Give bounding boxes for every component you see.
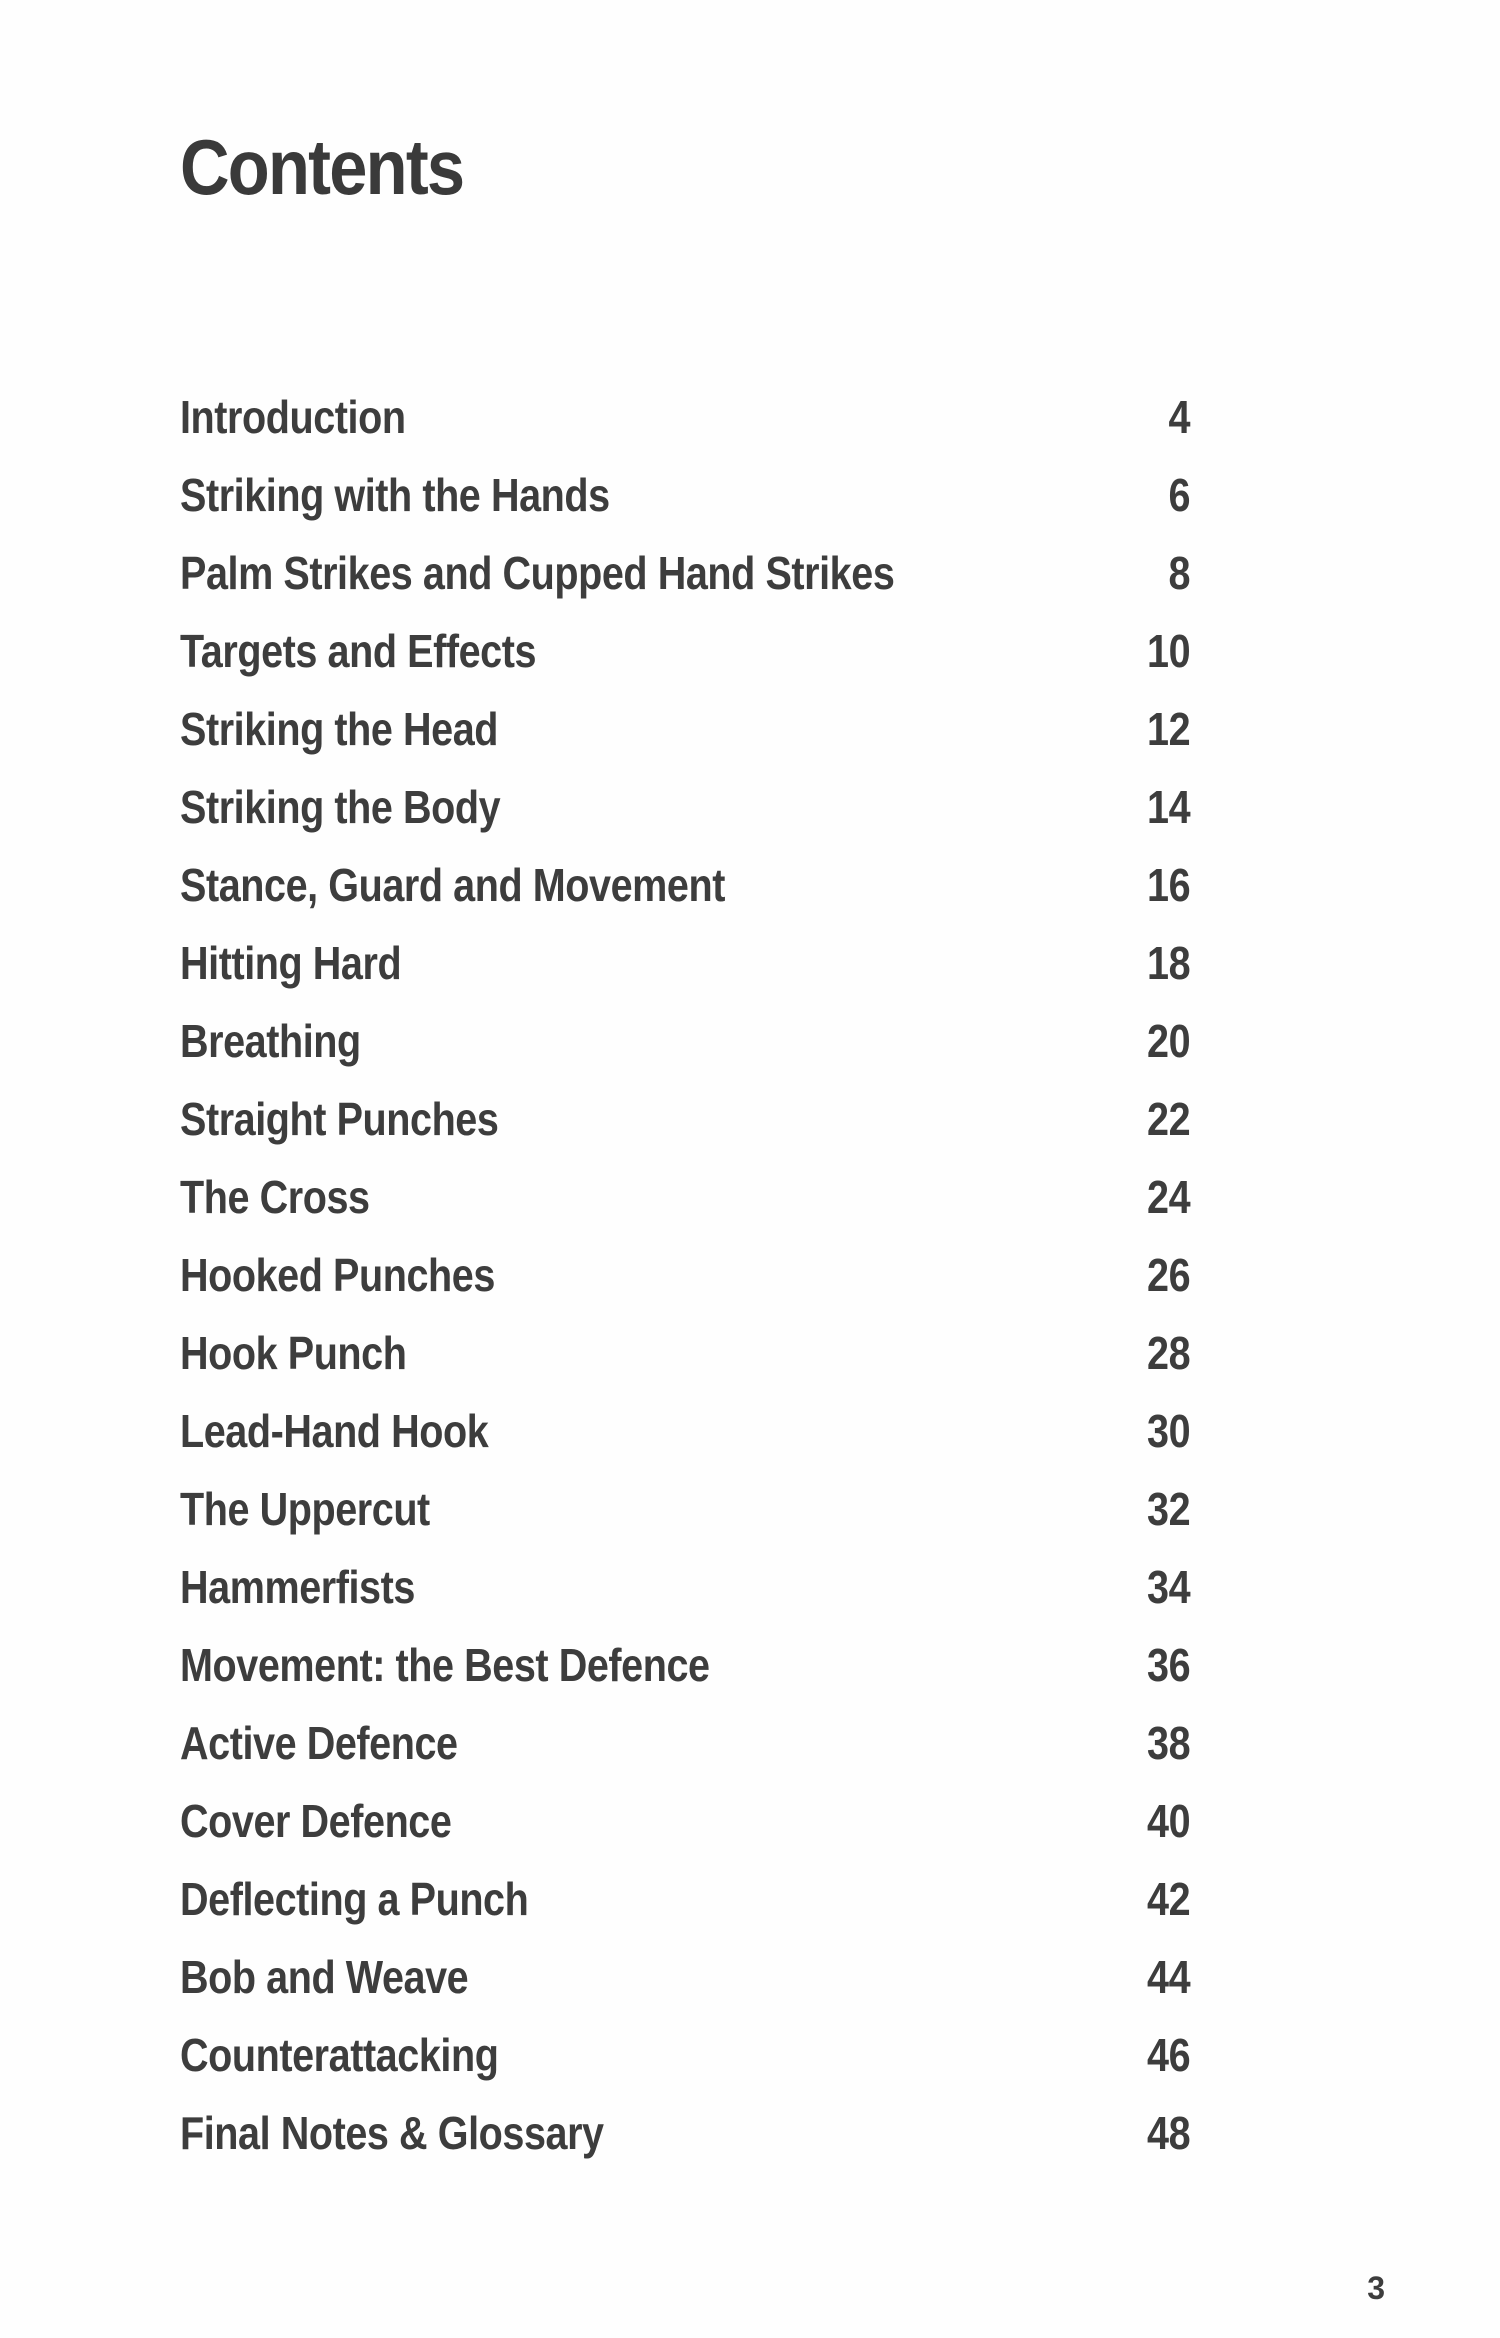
toc-entry-title: Hammerfists <box>180 1561 415 1613</box>
toc-entry <box>180 612 1190 690</box>
toc-entry-page: 28 <box>1146 1327 1190 1379</box>
toc-entry-page: 36 <box>1146 1639 1190 1691</box>
toc-entry <box>180 768 1190 846</box>
toc-entry-page: 48 <box>1146 2107 1190 2159</box>
toc-entry-page: 42 <box>1146 1873 1190 1925</box>
table-of-contents <box>180 378 1190 2172</box>
toc-entry-page: 30 <box>1146 1405 1190 1457</box>
toc-entry <box>180 1548 1190 1626</box>
toc-entry-title: Striking with the Hands <box>180 469 610 521</box>
toc-entry-page: 32 <box>1146 1483 1190 1535</box>
toc-entry <box>180 1002 1190 1080</box>
toc-entry <box>180 1938 1190 2016</box>
toc-entry <box>180 1704 1190 1782</box>
toc-entry <box>180 456 1190 534</box>
toc-entry <box>180 2094 1190 2172</box>
toc-entry-title: The Uppercut <box>180 1483 430 1535</box>
toc-entry <box>180 1782 1190 1860</box>
toc-entry-page: 8 <box>1168 547 1190 599</box>
toc-entry <box>180 690 1190 768</box>
page-title: Contents <box>180 123 464 211</box>
toc-entry-title: Breathing <box>180 1015 361 1067</box>
toc-entry-page: 6 <box>1168 469 1190 521</box>
toc-entry-title: Stance, Guard and Movement <box>180 859 725 911</box>
page-number: 3 <box>1367 2270 1385 2306</box>
toc-entry <box>180 846 1190 924</box>
toc-entry-title: Palm Strikes and Cupped Hand Strikes <box>180 547 895 599</box>
toc-entry-title: The Cross <box>180 1171 370 1223</box>
toc-entry-title: Hook Punch <box>180 1327 407 1379</box>
toc-entry-page: 22 <box>1146 1093 1190 1145</box>
toc-entry-title: Introduction <box>180 391 406 443</box>
toc-entry-title: Striking the Body <box>180 781 501 833</box>
toc-entry-title: Bob and Weave <box>180 1951 469 2003</box>
toc-entry-page: 4 <box>1168 391 1190 443</box>
toc-entry-page: 38 <box>1146 1717 1190 1769</box>
toc-entry-title: Cover Defence <box>180 1795 452 1847</box>
toc-entry <box>180 1314 1190 1392</box>
toc-entry <box>180 2016 1190 2094</box>
toc-entry-page: 12 <box>1146 703 1190 755</box>
toc-entry <box>180 1158 1190 1236</box>
toc-entry-title: Straight Punches <box>180 1093 499 1145</box>
toc-entry-page: 20 <box>1146 1015 1190 1067</box>
toc-entry-page: 16 <box>1146 859 1190 911</box>
toc-entry-title: Active Defence <box>180 1717 458 1769</box>
toc-entry <box>180 1236 1190 1314</box>
toc-entry <box>180 1470 1190 1548</box>
toc-entry-title: Hooked Punches <box>180 1249 495 1301</box>
toc-entry <box>180 1392 1190 1470</box>
toc-entry-title: Counterattacking <box>180 2029 499 2081</box>
toc-entry-title: Final Notes & Glossary <box>180 2107 604 2159</box>
toc-entry-title: Movement: the Best Defence <box>180 1639 710 1691</box>
toc-entry-page: 10 <box>1146 625 1190 677</box>
toc-entry-page: 24 <box>1146 1171 1190 1223</box>
toc-entry <box>180 378 1190 456</box>
toc-entry <box>180 924 1190 1002</box>
toc-entry-title: Targets and Effects <box>180 625 537 677</box>
toc-entry-page: 44 <box>1146 1951 1190 2003</box>
toc-entry-page: 40 <box>1146 1795 1190 1847</box>
toc-entry-page: 18 <box>1146 937 1190 989</box>
toc-entry-title: Striking the Head <box>180 703 499 755</box>
toc-entry <box>180 1860 1190 1938</box>
toc-entry-title: Deflecting a Punch <box>180 1873 529 1925</box>
toc-entry-page: 34 <box>1146 1561 1190 1613</box>
toc-entry <box>180 1080 1190 1158</box>
toc-entry <box>180 1626 1190 1704</box>
toc-entry-page: 26 <box>1146 1249 1190 1301</box>
toc-entry <box>180 534 1190 612</box>
toc-entry-page: 14 <box>1146 781 1190 833</box>
toc-entry-title: Lead-Hand Hook <box>180 1405 489 1457</box>
toc-entry-title: Hitting Hard <box>180 937 402 989</box>
toc-entry-page: 46 <box>1146 2029 1190 2081</box>
